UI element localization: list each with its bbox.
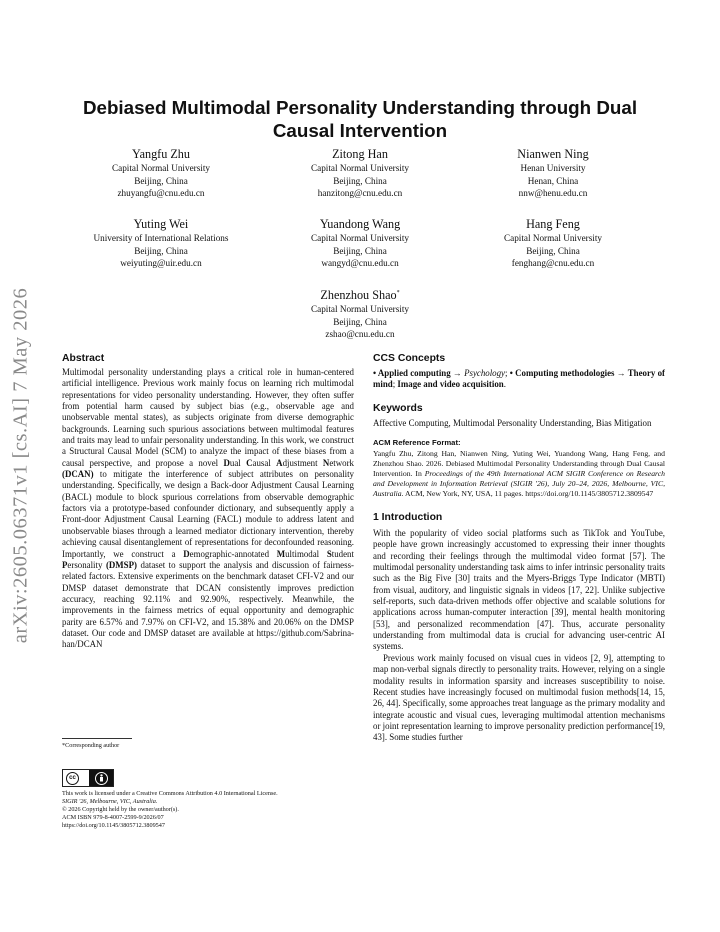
dcan-n: N [322, 457, 330, 468]
author-affiliation: Capital Normal University [504, 233, 602, 243]
person-icon [98, 774, 105, 782]
dmsp-abbr: (DMSP) [105, 559, 137, 570]
ccs-applied: • Applied computing [373, 368, 451, 378]
author-name: Yangfu Zhu [131, 147, 190, 161]
by-block [89, 770, 113, 786]
dmsp-2: ultimodal [285, 548, 327, 559]
author-block-2 [260, 147, 460, 200]
dcan-a: A [276, 457, 283, 468]
abstract-heading: Abstract [62, 353, 105, 364]
author-location: Beijing, China [134, 245, 188, 256]
abstract-part-2: to mitigate the interference of subject attributes on personality understanding. Specifically, we design a Back-door Adjustment Causal Learning (BACL) module to block spurious correlations from observable demographic factors via a prototype-based confounder dictionary, and subsequently apply a Front-door Adjustment Causal Learning (FACL) module to address latent and unobservable biases through a learned mediator dictionary intervention, thereby achieving causal disentanglement of representations for deconfounded reasoning. Importantly, we construct a [62, 469, 354, 559]
dcan-c: C [246, 457, 253, 468]
author-name: Yuting Wei [133, 217, 189, 231]
paper-title: Debiased Multimodal Personality Understanding through Dual Causal Intervention [82, 97, 638, 141]
author-affiliation: Capital Normal University [311, 304, 409, 315]
dmsp-1: emographic-annotated [189, 548, 277, 559]
venue-text: SIGIR '26, Melbourne, VIC, Australia. [62, 798, 158, 805]
footnote-area [62, 738, 354, 750]
ccs-text [373, 368, 665, 391]
author-name [260, 286, 460, 303]
author-affiliation: University of International Relations [93, 233, 229, 243]
author-name-text: Zhenzhou Shao [320, 288, 397, 303]
footnote-rule [62, 738, 132, 739]
cc-icon: cc [66, 772, 79, 785]
author-name: Nianwen Ning [517, 147, 589, 161]
author-name: Hang Feng [526, 217, 580, 231]
dcan-3: djustment [282, 457, 323, 468]
ccs-image-video: Image and video acquisition [397, 379, 504, 390]
author-name: Zitong Han [332, 147, 388, 161]
attribution-person-icon [95, 772, 108, 785]
introduction-heading: 1 Introduction [373, 512, 443, 524]
intro-paragraph-1: With the popularity of video social platforms such as TikTok and YouTube, people have grown increasingly accustomed to expressing their inner thoughts and recording their feelings through the multimodal video format [57]. The multimodal personality understanding task aims to infer intrinsic personality traits such as the Big Five [30] traits and the Myers-Briggs Type Indicator (MBTI) from visual, auditory, and linguistic signals in videos [17, 22]. Unlike subjective self-reports, such data-driven methods offer objective and scalable solutions for applications across human-computer interaction [39], mental health monitoring [53], and personalized recommendation [47]. Thus, accurate personality understanding from multimodal data is crucial for advancing user-centric AI systems. [373, 528, 665, 652]
license-block [62, 790, 354, 830]
author-location: Beijing, China [333, 175, 387, 186]
author-location: Beijing, China [526, 245, 580, 256]
author-email[interactable]: hanzitong@cnu.edu.cn [317, 188, 403, 199]
author-email[interactable]: wangyd@cnu.edu.cn [321, 258, 399, 269]
license-text: This work is licensed under a Creative Commons Attribution 4.0 International License. [62, 790, 278, 797]
author-location: Beijing, China [134, 175, 188, 186]
author-block-5 [260, 217, 460, 270]
keywords-text: Affective Computing, Multimodal Personality Understanding, Bias Mitigation [373, 417, 652, 428]
dcan-1: ual [229, 457, 247, 468]
acm-ref-part-2: ACM, New York, NY, USA, 11 pages. https://doi.org/10.1145/3805712.3809547 [403, 489, 654, 499]
author-email[interactable]: weiyuting@uir.edu.cn [120, 258, 202, 269]
dcan-4: etwork [329, 457, 354, 468]
author-block-3 [453, 147, 653, 200]
author-email[interactable]: nnw@henu.edu.cn [518, 188, 588, 199]
dcan-d: D [223, 457, 230, 468]
author-name: Yuandong Wang [319, 217, 401, 231]
doi-link[interactable]: https://doi.org/10.1145/3805712.3809547 [62, 822, 165, 829]
right-column [373, 352, 665, 744]
dcan-abbr: (DCAN) [62, 469, 94, 480]
ccs-sep: ; [505, 368, 510, 378]
dmsp-p: P [62, 559, 68, 570]
author-block-6 [453, 217, 653, 270]
dcan-2: ausal [252, 457, 277, 468]
author-email[interactable]: fenghang@cnu.edu.cn [511, 258, 595, 269]
author-block-7 [260, 286, 460, 341]
isbn-text: ACM ISBN 979-8-4007-2599-9/2026/07 [62, 814, 164, 821]
cc-license-badge[interactable] [62, 769, 114, 787]
ccs-sep2: ; [392, 379, 398, 390]
author-email[interactable]: zhuyangfu@cnu.edu.cn [117, 188, 205, 199]
author-location: Beijing, China [333, 245, 387, 256]
ccs-heading: CCS Concepts [373, 353, 446, 364]
keywords-heading: Keywords [373, 402, 423, 414]
ccs-end: . [503, 379, 506, 390]
arxiv-identifier-stamp[interactable] [4, 260, 38, 670]
author-location: Beijing, China [333, 316, 387, 327]
dmsp-d: D [183, 548, 190, 559]
author-block-4 [61, 217, 261, 270]
cc-by-label: BY [91, 786, 97, 791]
author-affiliation: Henan University [520, 163, 586, 173]
left-column [62, 352, 354, 651]
author-affiliation: Capital Normal University [112, 163, 210, 173]
ccs-psychology: Psychology [464, 368, 505, 378]
corresponding-footnote: *Corresponding author [62, 742, 120, 749]
author-location: Henan, China [527, 175, 579, 186]
corresponding-mark: * [396, 290, 400, 296]
abstract-part-3: dataset to support the analysis and discussion of fairness-related factors. Extensive experiments on the benchmark dataset CFI-V2 and our DMSP dataset demonstrate that DCAN consistently improves prediction accuracy, reaching 92.11% and 92.90%, respectively. Meanwhile, the improvements in the fairness metrics of equal opportunity and demographic parity are 6.57% and 7.97% on CFI-V2, and 15.38% and 20.06% on the DMSP dataset. Our code and DMSP dataset are available at https://github.com/Sabrina-han/DCAN [62, 559, 354, 650]
acm-ref-part-1: Yangfu Zhu, Zitong Han, Nianwen Ning, Yuting Wei, Yuandong Wang, Hang Feng, and Zhenzhou Shao. 2026. Debiased Multimodal Personality Understanding through Dual Causal Intervention. In [373, 449, 665, 479]
acm-ref-proceedings: Proceedings of the 49th International ACM SIGIR Conference on Research and Development in Information Retrieval (SIGIR '26), July 20–24, 2026, Melbourne, VIC, Australia. [373, 469, 665, 499]
abstract-part-1: Multimodal personality understanding plays a critical role in human-centered artificial intelligence. Previous work mainly focus on learning rich multimodal representations for video personality understanding. However, they often suffer from potential harm caused by subject bias (e.g., observable age and unobservable mental states), as subjects originate from diverse demographic backgrounds. Learning such spurious associations between multimodal features and traits may lead to unfair personality understanding. In this work, we construct a Structural Causal Model (SCM) to analyze the impact of these biases from a causal perspective, and propose a novel [62, 367, 354, 468]
acm-ref-heading: ACM Reference Format: [373, 438, 461, 448]
ccs-computing: • Computing methodologies → Theory of mind [373, 368, 666, 390]
dmsp-4: ersonality [67, 559, 106, 570]
author-affiliation: Capital Normal University [311, 163, 409, 173]
acm-ref-text [373, 449, 665, 499]
dmsp-3: tudent [331, 548, 354, 559]
intro-paragraph-2: Previous work mainly focused on visual cues in videos [2, 9], attempting to map non-verbal signals directly to personality traits. However, relying on a single modality results in information sparsity and increases susceptibility to noise. Recent studies have increasingly focused on multimodal fusion methods[14, 15, 26, 44]. Specifically, some approaches treat language as the primary modality and integrate acoustic and visual cues, leveraging multimodal attention mechanisms or joint representation learning to improve personality prediction performance[19, 43]. Some studies further [373, 652, 665, 743]
author-email[interactable]: zshao@cnu.edu.cn [325, 329, 395, 340]
abstract-text [62, 367, 354, 651]
ccs-arrow: → [450, 368, 465, 378]
author-block-1 [61, 147, 261, 200]
dmsp-m: M [276, 548, 286, 559]
dmsp-s: S [326, 548, 332, 559]
arxiv-identifier-text: arXiv:2605.06371v1 [cs.AI] 7 May 2026 [9, 287, 32, 643]
author-affiliation: Capital Normal University [311, 233, 409, 243]
copyright-text: © 2026 Copyright held by the owner/author(s). [62, 806, 179, 813]
